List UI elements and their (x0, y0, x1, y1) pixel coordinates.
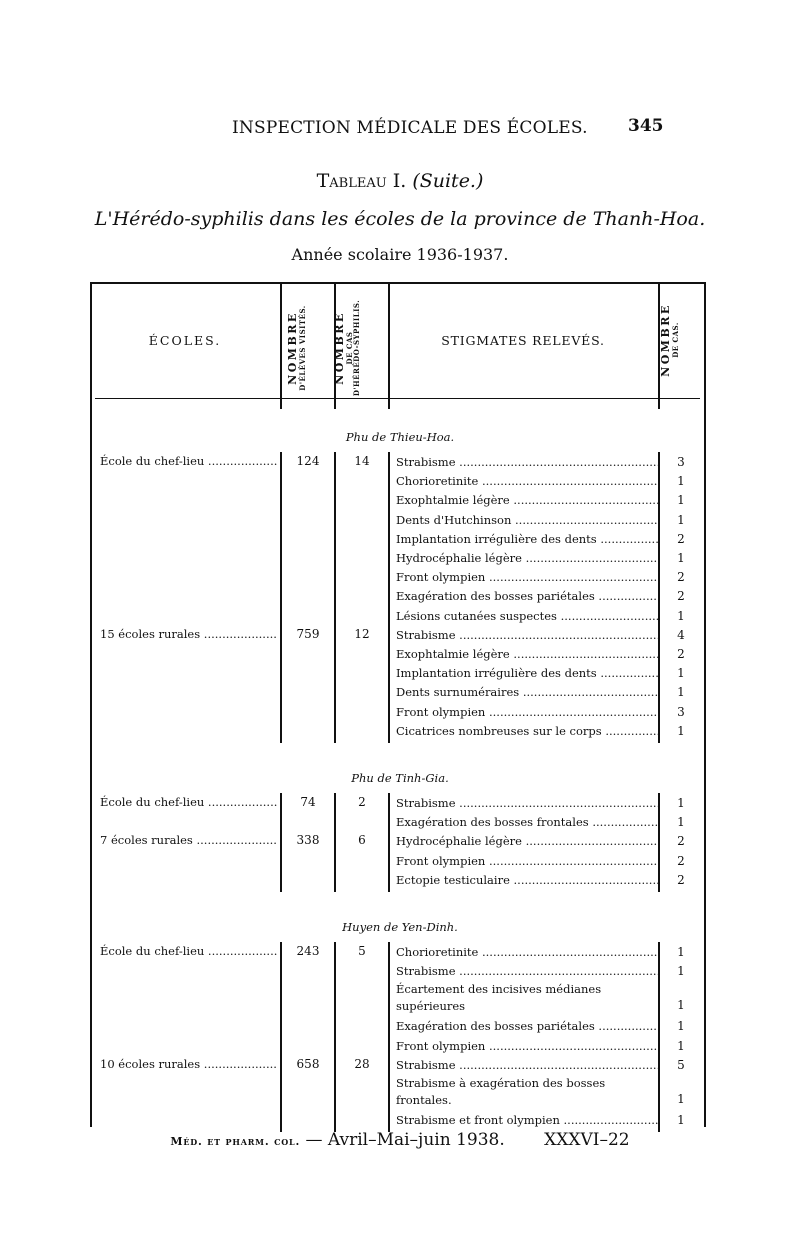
stigmate-label: Front olympien ..... (396, 568, 658, 587)
table-title (0, 170, 800, 192)
school-name: École du chef-lieu ..... (100, 795, 277, 809)
stigmate-count: 1 (677, 685, 685, 700)
body-col-divider-2 (334, 793, 336, 892)
stigmate-label: Écartement des incisives médianes supérieures (396, 982, 602, 1014)
body-col-divider-1 (280, 793, 282, 892)
stigmate-count: 1 (677, 608, 685, 623)
cas-count: 6 (358, 833, 366, 848)
stigmate-count: 1 (677, 512, 685, 527)
table-suite: (Suite.) (412, 170, 484, 192)
stigmate-count: 2 (677, 570, 685, 585)
stigmate-label: Lésions cutanées suspectes ..... (396, 607, 658, 626)
stigmate-count: 3 (677, 704, 685, 719)
stigmate-label: Strabisme ..... (396, 626, 658, 645)
table-right-border (704, 282, 706, 1127)
eleves-count: 124 (296, 454, 320, 468)
running-title: INSPECTION MÉDICALE DES ÉCOLES. (232, 118, 588, 138)
stigmate-label: Strabisme et front olympien ..... (396, 1111, 658, 1130)
stigmate-count: 1 (677, 493, 685, 508)
stigmate-count: 2 (677, 531, 685, 546)
stigmate-label: Front olympien ..... (396, 1037, 658, 1056)
table-header-rule (95, 398, 700, 399)
stigmate-label: Exophtalmie légère ..... (396, 645, 658, 664)
school-year: Année scolaire 1936-1937. (291, 245, 509, 264)
header-nb-cas (660, 290, 700, 390)
stigmate-label: Hydrocéphalie légère ..... (396, 549, 658, 568)
stigmate-label: Strabisme ..... (396, 794, 658, 813)
stigmate-count: 1 (677, 796, 685, 810)
school-name: 7 écoles rurales ..... (100, 833, 277, 847)
cas-count: 5 (358, 944, 366, 958)
body-col-divider-4 (658, 942, 660, 1132)
stigmate-count: 1 (677, 474, 685, 489)
header-ecoles: ÉCOLES. (148, 333, 222, 348)
header-cas (334, 294, 386, 402)
stigmate-count: 1 (677, 945, 685, 959)
stigmate-count: 2 (677, 647, 685, 661)
stigmate-label: Dents surnuméraires ..... (396, 683, 658, 702)
body-col-divider-3 (388, 793, 390, 892)
col-divider-1 (280, 282, 282, 409)
header-eleves (287, 294, 327, 402)
stigmate-count: 1 (677, 998, 685, 1013)
table-label: Tableau I. (316, 170, 407, 192)
header-nb-cas-small: DE CAS. (670, 322, 680, 358)
stigmate-label: Exophtalmie légère ..... (396, 491, 658, 510)
table-top-rule (90, 282, 705, 284)
stigmate-label: Cicatrices nombreuses sur le corps ..... (396, 722, 658, 741)
cas-count: 14 (354, 454, 370, 468)
header-stigmates: STIGMATES RELEVÉS. (441, 333, 605, 348)
stigmate-count: 2 (677, 853, 685, 868)
school-name: École du chef-lieu ..... (100, 944, 277, 958)
header-cas-mid: DE CAS (344, 331, 354, 365)
stigmate-label: Front olympien ..... (396, 852, 658, 871)
stigmate-count: 4 (677, 627, 685, 642)
school-name: 15 écoles rurales ..... (100, 627, 277, 641)
stigmate-count: 2 (677, 834, 685, 849)
section-heading: Huyen de Yen-Dinh. (342, 920, 458, 934)
header-eleves-small: D'ÉLÈVES VISITÉS. (297, 305, 307, 391)
stigmate-label: Chorioretinite ..... (396, 472, 658, 491)
footer (0, 1130, 800, 1150)
header-nb-cas-big: NOMBRE (659, 303, 672, 377)
stigmate-label: Strabisme ..... (396, 1056, 658, 1075)
stigmate-label: Exagération des bosses frontales ..... (396, 813, 658, 832)
stigmate-count: 1 (677, 723, 685, 738)
eleves-count: 74 (300, 795, 316, 809)
stigmate-label: Strabisme ..... (396, 453, 658, 472)
table-left-border (90, 282, 92, 1127)
cas-count: 28 (354, 1056, 370, 1071)
header-cas-small: D'HÉRÉDO-SYPHILIS. (351, 299, 361, 397)
body-col-divider-2 (334, 452, 336, 743)
eleves-count: 243 (296, 944, 320, 958)
stigmate-label: Strabisme ..... (396, 962, 658, 981)
stigmate-count: 5 (677, 1057, 685, 1072)
stigmate-label: Exagération des bosses pariétales ..... (396, 1017, 658, 1036)
cas-count: 12 (354, 626, 370, 641)
footer-issue: — Avril–Mai–juin 1938. (305, 1130, 505, 1150)
stigmate-count: 1 (677, 1019, 685, 1034)
header-cas-big: NOMBRE (333, 311, 346, 385)
stigmate-label: Front olympien ..... (396, 703, 658, 722)
stigmate-label: Strabisme à exagération des bosses frontales. (396, 1076, 606, 1107)
stigmate-label: Implantation irrégulière des dents ..... (396, 530, 658, 549)
stigmate-label: Chorioretinite ..... (396, 943, 658, 962)
stigmate-count: 1 (677, 1038, 685, 1053)
eleves-count: 658 (296, 1056, 320, 1071)
stigmate-label: Implantation irrégulière des dents ..... (396, 664, 658, 683)
eleves-count: 338 (296, 833, 320, 848)
footer-journal: Méd. et pharm. col. (170, 1135, 301, 1148)
table-subtitle: L'Hérédo-syphilis dans les écoles de la province de Thanh-Hoa. (94, 208, 706, 230)
stigmate-count: 1 (677, 666, 685, 681)
body-col-divider-4 (658, 793, 660, 892)
stigmate-label: Ectopie testiculaire ..... (396, 871, 658, 890)
body-col-divider-2 (334, 942, 336, 1132)
stigmate-count: 2 (677, 589, 685, 604)
stigmate-count: 1 (677, 1091, 685, 1106)
footer-signature: XXXVI–22 (544, 1130, 630, 1150)
body-col-divider-4 (658, 452, 660, 743)
school-name: École du chef-lieu ..... (100, 454, 277, 468)
stigmate-count: 1 (677, 964, 685, 979)
body-col-divider-3 (388, 942, 390, 1132)
cas-count: 2 (358, 795, 366, 809)
page-number: 345 (628, 116, 664, 136)
stigmate-count: 3 (677, 455, 685, 469)
eleves-count: 759 (296, 626, 320, 641)
header-eleves-big: NOMBRE (286, 311, 299, 385)
body-col-divider-1 (280, 942, 282, 1132)
stigmate-count: 1 (677, 551, 685, 565)
body-col-divider-3 (388, 452, 390, 743)
stigmate-label: Exagération des bosses pariétales ..... (396, 587, 658, 606)
stigmate-label: Dents d'Hutchinson ..... (396, 511, 658, 530)
stigmate-count: 1 (677, 815, 685, 830)
section-heading: Phu de Thieu-Hoa. (345, 430, 455, 444)
school-name: 10 écoles rurales ..... (100, 1057, 277, 1071)
body-col-divider-1 (280, 452, 282, 743)
section-heading: Phu de Tinh-Gia. (351, 771, 449, 785)
stigmate-count: 1 (677, 1113, 685, 1127)
stigmate-label: Hydrocéphalie légère ..... (396, 832, 658, 851)
stigmate-count: 2 (677, 872, 685, 887)
